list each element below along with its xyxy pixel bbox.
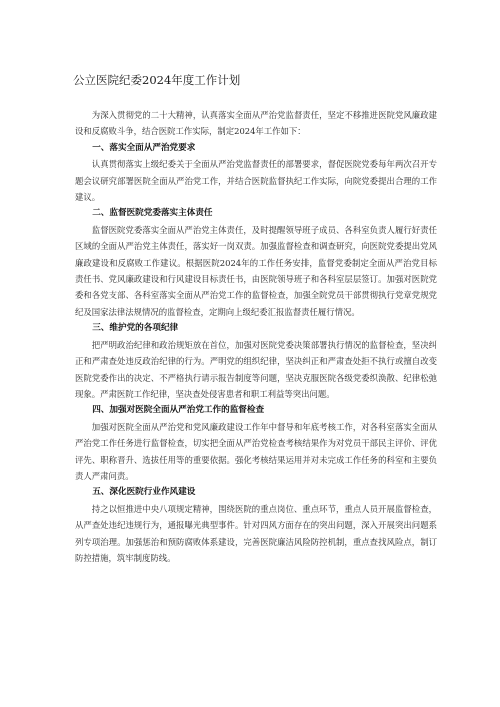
document-body — [75, 107, 437, 566]
section-heading: 四、加强对医院全面从严治党工作的监督检查 — [92, 405, 265, 416]
section-paragraph: 监督医院党委落实全面从严治党主体责任，及时提醒领导班子成员、各科室负责人履行好责任区域的全面从严治党主体责任，落实好一岗双责。加强监督检查和调查研究，向医院党委提出党风廉政建设和反腐败工作建议。根据医院2024年的工作任务安排，监督党委制定全面从严治党目标责任书、党风廉政建设和行风建设目标责任书，由医院领导班子和各科室层层签订。加强对医院党委和各党支部、各科室落实全面从严治党工作的监督检查，加强全院党员干部贯彻执行党章党规党纪及国家法律法规情况的监督检查，定期向上级纪委汇报监督责任履行情况。 — [75, 224, 437, 317]
section-paragraph: 认真贯彻落实上级纪委关于全面从严治党监督责任的部署要求，督促医院党委每年两次召开专题会议研究部署医院全面从严治党工作，并结合医院监督执纪工作实际，向院党委提出合理的工作建议。 — [75, 159, 437, 203]
section-heading: 一、落实全面从严治党要求 — [92, 142, 196, 153]
section-paragraph: 把严明政治纪律和政治规矩放在首位，加强对医院党委决策部署执行情况的监督检查，坚决纠正和严肃查处违反政治纪律的行为。严明党的组织纪律，坚决纠正和严肃查处拒不执行或擅自改变医院党委作出的决定、不严格执行请示报告制度等问题，坚决克服医院各级党委织涣散、纪律松弛现象。严肃医院工作纪律，坚决查处侵害患者和职工利益等突出问题。 — [75, 339, 437, 399]
section-heading: 五、深化医院行业作风建设 — [92, 487, 196, 498]
document-title: 公立医院纪委2024年度工作计划 — [73, 73, 241, 87]
section-paragraph: 加强对医院全面从严治党和党风廉政建设工作年中督导和年底考核工作，对各科室落实全面从严治党工作任务进行监督检查，切实把全面从严治党检查考核结果作为对党员干部民主评价、评优评先、职称晋升、选拔任用等的重要依据。强化考核结果运用并对未完成工作任务的科室和主要负责人严肃问责。 — [75, 421, 437, 481]
section-heading: 二、监督医院党委落实主体责任 — [92, 208, 213, 219]
section-heading: 三、维护党的各项纪律 — [92, 323, 179, 334]
intro-paragraph: 为深入贯彻党的二十大精神，认真落实全面从严治党监督责任，坚定不移推进医院党风廉政建设和反腐败斗争，结合医院工作实际，制定2024年工作如下： — [75, 110, 437, 137]
section-paragraph: 持之以恒推进中央八项规定精神，围绕医院的重点岗位、重点环节，重点人员开展监督检查，从严查处违纪违规行为，通报曝光典型事件。针对四风方面存在的突出问题，深入开展突出问题系列专项治理。加强惩治和预防腐败体系建设，完善医院廉洁风险防控机制，重点查找风险点，制订防控措施，筑牢制度防线。 — [75, 503, 437, 563]
